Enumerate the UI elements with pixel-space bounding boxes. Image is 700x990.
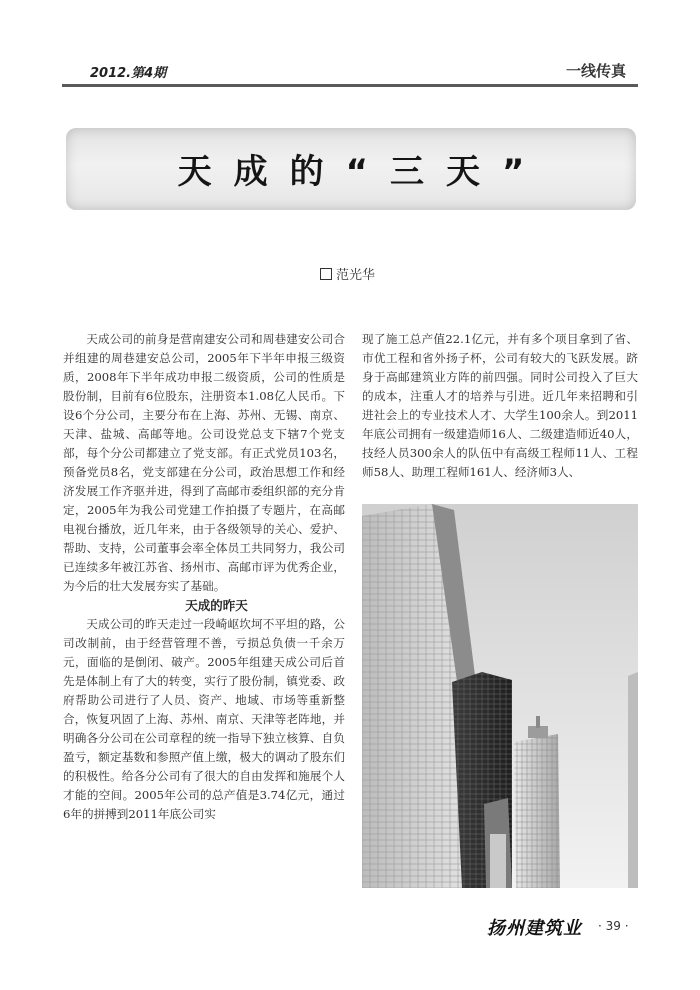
page-number: · 39 · <box>598 919 629 933</box>
right-column <box>362 330 638 482</box>
left-column <box>63 330 345 824</box>
paragraph-intro: 天成公司的前身是营南建安公司和周巷建安公司合并组建的周巷建安总公司，2005年下半年申报三级资质，2008年下半年成功申报二级资质，公司的性质是股份制，目前有6位股东，注册资本1.08亿人民币。下设6个分公司，主要分布在上海、苏州、无锡、南京、天津、盐城、高邮等地。公司设党总支下辖7个党支部，每个分公司都建立了党支部。有正式党员103名，预备党员8名，党支部建在分公司，政治思想工作和经济发展工作齐驱并进，得到了高邮市委组织部的充分肯定，2005年为我公司党建工作拍摄了专题片，在高邮电视台播放，近几年来，由于各级领导的关心、爱护、帮助、支持，公司董事会率全体员工共同努力，我公司已连续多年被江苏省、扬州市、高邮市评为优秀企业，为今后的壮大发展夯实了基础。 <box>63 332 345 593</box>
header-rule <box>62 84 638 87</box>
author-line <box>320 264 375 283</box>
square-bullet-icon <box>320 268 332 280</box>
paragraph-yesterday: 天成公司的昨天走过一段崎岖坎坷不平坦的路，公司改制前，由于经营管理不善，亏损总负债一千余万元，面临的是倒闭、破产。2005年组建天成公司后首先是体制上有了大的转变，实行了股份制，镇党委、政府帮助公司进行了人员、资产、地域、市场等重新整合，恢复巩固了上海、苏州、南京、天津等老阵地，并明确各分公司在公司章程的统一指导下独立核算、自负盈亏，额定基数和参照产值上缴，极大的调动了股东们的积极性。给各分公司有了很大的自由发挥和施展个人才能的空间。2005年公司的总产值是3.74亿元，通过6年的拼搏到2011年底公司实 <box>63 617 345 821</box>
magazine-brand: 扬州建筑业 <box>487 918 582 939</box>
section-label: 一线传真 <box>566 62 627 80</box>
paragraph-continued: 现了施工总产值22.1亿元，并有多个项目拿到了省、市优工程和省外扬子杯，公司有较大的飞跃发展。跻身于高邮建筑业方阵的前四强。同时公司投入了巨大的成本，注重人才的培养与引进。近几年来招聘和引进社会上的专业技术人才、大学生100余人。到2011年底公司拥有一级建造师16人、二级建造师近40人，技经人员300余人的队伍中有高级工程师11人、工程师58人、助理工程师161人、经济师3人、 <box>362 332 638 479</box>
skyscraper-photo <box>362 504 638 888</box>
author-name: 范光华 <box>336 268 376 283</box>
issue-label: 2012.第4期 <box>90 66 167 81</box>
article-title: 天成的“三天” <box>177 152 547 192</box>
subheading: 天成的昨天 <box>185 598 248 613</box>
